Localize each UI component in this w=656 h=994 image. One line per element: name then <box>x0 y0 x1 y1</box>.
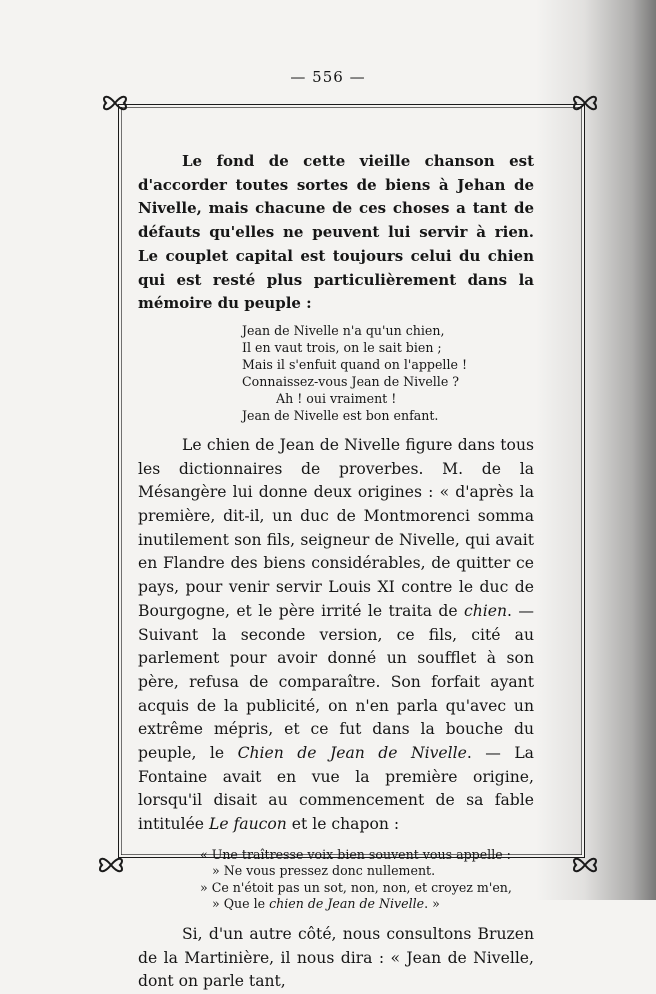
text-run: » Que le <box>212 896 270 912</box>
verse-line: Il en vaut trois, on le sait bien ; <box>242 339 442 355</box>
page-number: — 556 — <box>290 68 366 86</box>
paragraph-chanson: Le fond de cette vieille chanson est d'accorder toutes sortes de biens à Jehan de Nivelle, mais chacune de ces choses a tant de défauts qu'elles ne peuvent lui servir à rien. Le couplet capital est toujours celui du chien qui est resté plus particulièrement dans la mémoire du peuple : <box>138 152 534 313</box>
paragraph-bruzen: Si, d'un autre côté, nous consultons Bruzen de la Martinière, il nous dira : « Jean de Nivelle, dont on parle tant, <box>138 924 534 991</box>
text-run: . — La Fontaine avait en vue la première origine, lorsqu'il disait au commencement de sa fable intitulée <box>138 744 534 834</box>
corner-ornament-top-left-icon <box>100 90 130 116</box>
quote-line <box>200 896 534 913</box>
quote-block <box>200 847 534 913</box>
verse-line: Jean de Nivelle n'a qu'un chien, <box>242 322 445 338</box>
text-run: . » <box>424 896 440 912</box>
italic-text: chien de Jean de Nivelle <box>269 896 425 912</box>
verse-line: Connaissez-vous Jean de Nivelle ? <box>242 373 460 389</box>
corner-ornament-bottom-right-icon <box>570 852 600 878</box>
quote-line: » Ce n'étoit pas un sot, non, non, et croyez m'en, <box>200 879 512 895</box>
verse-line: Jean de Nivelle est bon enfant. <box>242 407 439 423</box>
italic-text: chien <box>464 601 508 620</box>
text-run: Le chien de Jean de Nivelle figure dans tous les dictionnaires de proverbes. M. de la Mésangère lui donne deux origines : « d'après la première, dit-il, un duc de Montmorenci somma inutilement son fils, seigneur de Nivelle, qui avait en Flandre des biens considérables, de quitter ce pays, pour venir servir Louis XI contre le duc de Bourgogne, et le père irrité le traita de <box>138 435 534 620</box>
quote-line: » Ne vous pressez donc nullement. <box>212 863 436 879</box>
verse-block <box>242 322 534 424</box>
verse-line: Mais il s'enfuit quand on l'appelle ! <box>242 356 468 372</box>
text-run: et le chapon : <box>286 815 400 834</box>
italic-text: Le faucon <box>209 815 287 834</box>
corner-ornament-bottom-left-icon <box>96 852 126 878</box>
text-run: . — Suivant la seconde version, ce fils, cité au parlement pour avoir donné un soufflet à son père, refusa de comparaître. Son forfait ayant acquis de la publicité, on n'en parla qu'avec un extrême mépris, et ce fut dans la bouche du peuple, le <box>138 601 534 763</box>
quote-line: « Une traîtresse voix bien souvent vous appelle : <box>200 846 511 862</box>
verse-line: Ah ! oui vraiment ! <box>276 390 397 406</box>
page-body <box>138 150 534 994</box>
italic-text: Chien de Jean de Nivelle <box>237 744 467 763</box>
corner-ornament-top-right-icon <box>570 90 600 116</box>
paragraph-proverbes <box>138 434 534 837</box>
